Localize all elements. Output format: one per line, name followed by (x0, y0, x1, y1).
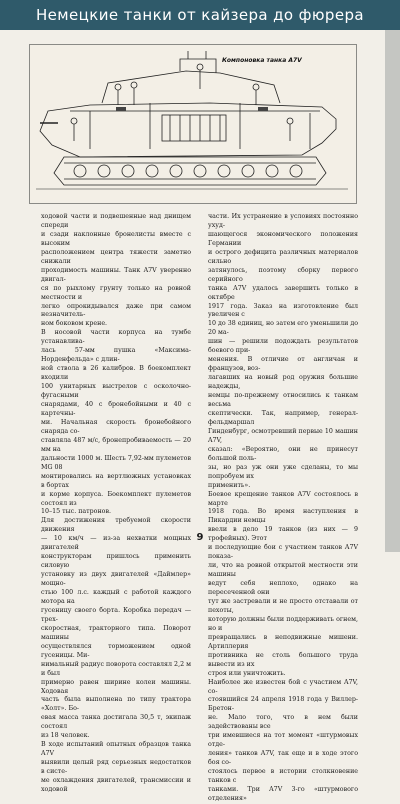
text-line: — 10 км/ч — из-за нехватки мощных двигателей (41, 535, 191, 552)
text-line: гусеницу своего борта. Коробка передач — трех- (41, 606, 191, 623)
text-line: лась 57-мм пушка «Максима-Норденфельда» с длин- (41, 347, 191, 364)
text-line: Для достижения требуемой скорости движения (41, 517, 191, 534)
text-line: ся по рыхлому грунту только на ровной местности и (41, 284, 191, 301)
text-line: противника не столь большого труда вывести из их (208, 651, 358, 668)
text-line: В ходе испытаний опытных образцов танка A7V (41, 741, 191, 758)
text-line: менения. В отличие от англичан и французов, воз- (208, 356, 358, 373)
text-line: три имевшиеся на тот момент «штурмовых отде- (208, 732, 358, 749)
text-line: легко опрокидывался даже при самом незначитель- (41, 302, 191, 319)
text-line: из 18 человек. (41, 732, 90, 740)
text-line: ном боковом крене. (41, 320, 108, 328)
page-header (0, 0, 400, 30)
text-line: 100 унитарных выстрелов с осколочно-фугасными (41, 383, 191, 400)
text-line: танка A7V удалось завершить только в октябре (208, 284, 358, 301)
text-line: В носовой части корпуса на тумбе устанавлива- (41, 329, 191, 346)
text-line: тут же застревали и не просто отставали от пехоты, (208, 597, 358, 614)
text-line: расположением центра тяжести заметно снижали (41, 248, 191, 265)
text-line: 1917 года. Заказ на изготовление был увеличен с (208, 302, 358, 319)
text-line: ставляла 487 м/с, бронепробиваемость — 20 мм на (41, 436, 191, 453)
text-line: установку из двух двигателей «Даймлер» мощно- (41, 571, 191, 588)
text-line: ми. Начальная скорость бронебойного снаряда со- (41, 418, 191, 435)
text-line: снарядами, 40 с бронебойными и 40 с картечны- (41, 401, 191, 417)
left-text-column (41, 213, 191, 795)
text-line: 10–15 тыс. патронов. (41, 508, 111, 516)
text-line: танками. Три A7V 3-го «штурмового отделения» (208, 786, 358, 802)
text-line: стоявшийся 24 апреля 1918 года у Виллер-Бретон- (208, 696, 358, 713)
text-line: применить». (208, 481, 251, 489)
text-line: и корме корпуса. Боекомплект пулеметов состоял из (41, 490, 191, 507)
right-text-column (208, 213, 358, 804)
text-line: ходовой части и подвешенные над днищем спереди (41, 213, 191, 229)
text-line: часть была выполнена по типу трактора «Холт». Бо- (41, 696, 191, 713)
text-line: строя или уничтожить. (208, 669, 286, 677)
text-line: зы, но раз уж они уже сделаны, то мы попробуем их (208, 463, 358, 480)
text-line: сказал: «Вероятно, они не принесут большой поль- (208, 445, 358, 462)
text-line: ления» танков A7V, так еще и в ходе этого боя со- (208, 750, 358, 767)
text-line: монтировались на вертлюжных установках в бортах (41, 472, 191, 489)
text-line: конструкторам пришлось применить силовую (41, 553, 191, 570)
text-line: шающегося экономического положения Германии (208, 230, 358, 247)
text-line: 10 до 38 единиц, но затем его уменьшили до 20 ма- (208, 320, 358, 337)
text-line: ной ствола в 26 калибров. В боекомплект входили (41, 365, 191, 382)
text-line: не. Мало того, что в нем были задействованы все (208, 714, 358, 731)
text-line: Гинденбург, осмотревший первые 10 машин A7V, (208, 427, 358, 444)
text-line: Наиболее же известен бой с участием A7V, со- (208, 678, 358, 695)
figure-caption: Компоновка танка A7V (222, 57, 302, 64)
text-line: превращались в неподвижные мишени. Артиллерия (208, 633, 358, 650)
text-line: и сзади наклонные бронелисты вместе с высоким (41, 230, 191, 247)
text-line: скептически. Так, например, генерал-фельдмаршал (208, 409, 358, 426)
text-line: шин — решили подождать результатов боевого при- (208, 338, 358, 355)
text-line: ли, что на ровной открытой местности эти машины (208, 562, 358, 579)
text-line: примерно равен ширине колеи машины. Ходовая (41, 678, 191, 695)
text-line: дальности 1000 м. Шесть 7,92-мм пулеметов MG 08 (41, 454, 191, 471)
text-line: ввели в дело 19 танков (из них — 9 трофейных). Этот (208, 526, 358, 543)
tank-cutaway-drawing-icon (30, 45, 356, 203)
text-line: и последующие бои с участием танков A7V показа- (208, 544, 358, 561)
text-line: нимальный радиус поворота составлял 2,2 м и был (41, 660, 191, 677)
text-line: стью 100 л.с. каждый с работой каждого мотора на (41, 589, 191, 605)
text-line: Боевое крещение танков A7V состоялось в марте (208, 490, 358, 507)
text-line: выявили целый ряд серьезных недостатков в систе- (41, 759, 191, 776)
text-line: ведут себя неплохо, однако на пересеченной они (208, 580, 358, 597)
text-line: евая масса танка достигала 30,5 т, экипаж состоял (41, 714, 191, 731)
text-line: 1918 года. Во время наступления в Пикардии немцы (208, 508, 358, 525)
text-line: стоялось первое в истории столкновение танков с (208, 768, 358, 785)
text-line: лагавших на новый род оружия большие надежды, (208, 374, 358, 391)
tank-layout-figure (29, 44, 357, 204)
text-line: осуществлялся торможением одной гусеницы. Ми- (41, 642, 191, 659)
page-edge-bar (385, 30, 400, 552)
running-title: Немецкие танки от кайзера до фюрера (36, 6, 364, 24)
page-number: 9 (196, 532, 204, 543)
text-line: проходимость машины. Танк A7V уверенно двигал- (41, 266, 191, 283)
text-line: части. Их устранение в условиях постоянно ухуд- (208, 213, 358, 229)
text-line: и острого дефицита различных материалов сильно (208, 248, 358, 265)
text-line: немцы по-прежнему относились к танкам весьма (208, 392, 358, 409)
text-line: затянулось, поэтому сборку первого серийного (208, 266, 358, 283)
text-line: ме охлаждения двигателей, трансмиссии и ходовой (41, 777, 191, 793)
text-line: скоростная, тракторного типа. Поворот машины (41, 624, 191, 641)
text-line: которую должны были поддерживать огнем, но и (208, 615, 358, 632)
